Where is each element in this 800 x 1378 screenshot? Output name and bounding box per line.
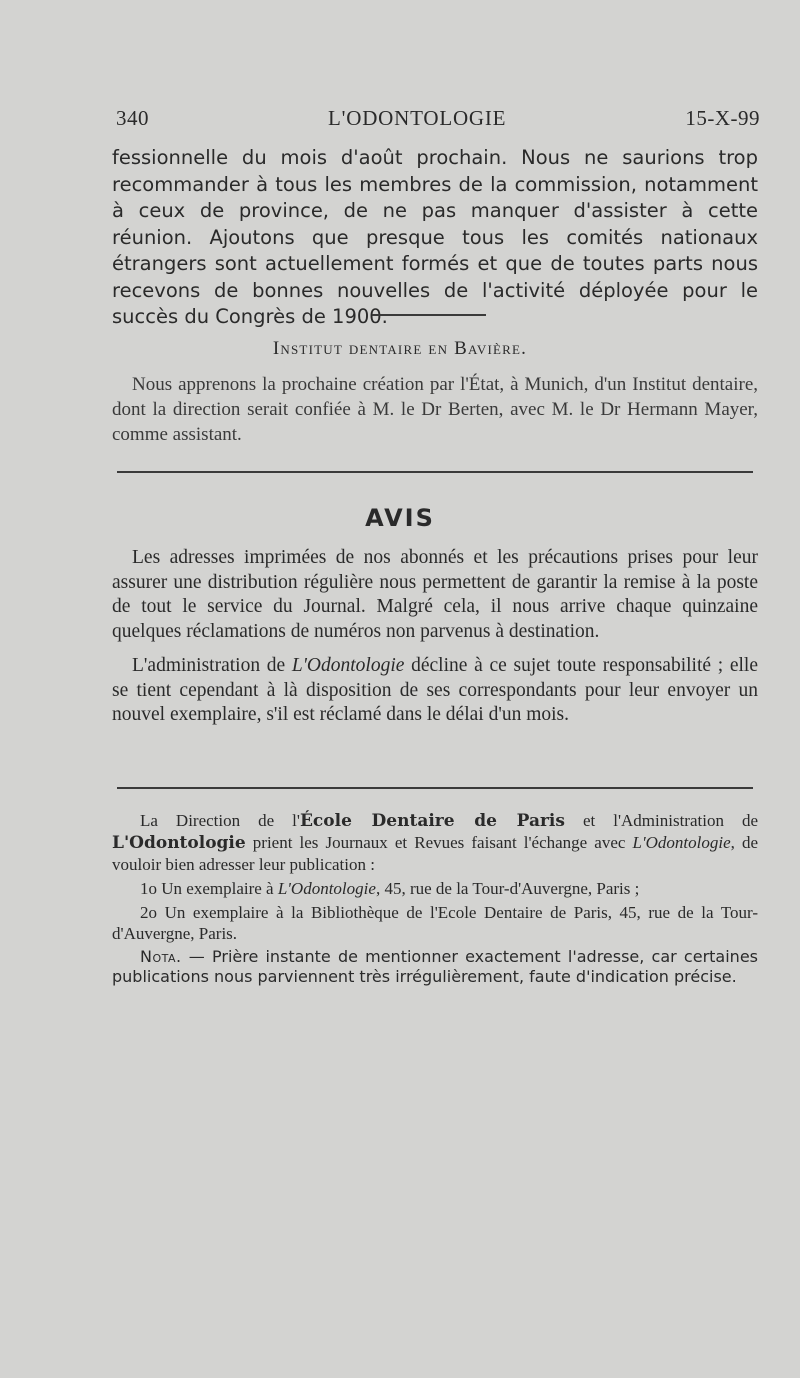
issue-date: 15-X-99 [685, 106, 760, 130]
avis-paragraph-1: Les adresses imprimées de nos abonnés et les précautions prises pour leur assurer une distribution régulière nous permettent de garantir la remise à la poste de tout le service du Journal. Malgré cela, il nous arrive chaque quinzaine quelques réclamations de numéros non parvenus à destination. [112, 547, 758, 642]
institut-text: Nous apprenons la prochaine création par l'État, à Munich, d'un Institut dentaire, dont la direction serait confiée à M. le Dr Berten, avec M. le Dr Hermann Mayer, comme assistant. [112, 374, 758, 445]
direction-text-a: La Direction de l' [140, 811, 300, 830]
avis-body [112, 546, 758, 738]
avis-paragraph-2 [112, 654, 758, 728]
direction-text-c: prient les Journaux et Revues faisant l'échange avec [245, 833, 633, 852]
direction-item-1 [112, 878, 758, 899]
section-divider-short [372, 314, 486, 316]
item1-text-a: 1o Un exemplaire à [140, 879, 278, 898]
section-divider-long [117, 471, 753, 473]
journal-name-bold: L'Odontologie [112, 833, 246, 853]
intro-text: fessionnelle du mois d'août prochain. Nous ne saurions trop recommander à tous les membres de la commission, notamment à ceux de province, de ne pas manquer d'assister à cette réunion. Ajoutons que presque tous les comités nationaux étrangers sont actuellement formés et que de toutes parts nous recevons de bonnes nouvelles de l'activité déployée pour le succès du Congrès de 1900. [112, 146, 758, 328]
direction-notice [112, 810, 758, 990]
journal-name-italic: L'Odontologie [632, 833, 731, 852]
item1-journal: L'Odontologie [277, 879, 376, 898]
nota [112, 947, 758, 987]
avis-p2-start: L'administration de [132, 655, 292, 676]
avis-p2-journal: L'Odontologie [291, 655, 405, 676]
journal-title: L'ODONTOLOGIE [328, 106, 507, 130]
running-header [116, 106, 760, 131]
avis-heading: AVIS [365, 504, 435, 532]
direction-text-d: , de vouloir bien adresser leur publication : [112, 833, 759, 874]
page-number: 340 [116, 106, 149, 130]
nota-label: Nota. [140, 947, 182, 966]
direction-paragraph [112, 810, 758, 875]
item1-text-b: , 45, rue de la Tour-d'Auvergne, Paris ; [375, 879, 640, 898]
school-name: École Dentaire de Paris [299, 811, 565, 831]
institut-heading: Institut dentaire en Bavière. [272, 338, 528, 359]
direction-item-2: 2o Un exemplaire à la Bibliothèque de l'Ecole Dentaire de Paris, 45, rue de la Tour-d'Auvergne, Paris. [112, 903, 758, 943]
direction-text-b: et l'Administration de [564, 811, 758, 830]
section-divider-long-2 [117, 787, 753, 789]
avis-p2-end: décline à ce sujet toute responsabilité ; elle se tient cependant à là disposition de ses correspondants pour leur envoyer un nouvel exemplaire, s'il est réclamé dans le délai d'un mois. [112, 655, 758, 725]
institut-body [112, 372, 758, 447]
nota-text: — Prière instante de mentionner exactement l'adresse, car certaines publications nous parviennent très irrégulièrement, faute d'indication précise. [112, 947, 758, 986]
intro-paragraph [112, 145, 758, 331]
